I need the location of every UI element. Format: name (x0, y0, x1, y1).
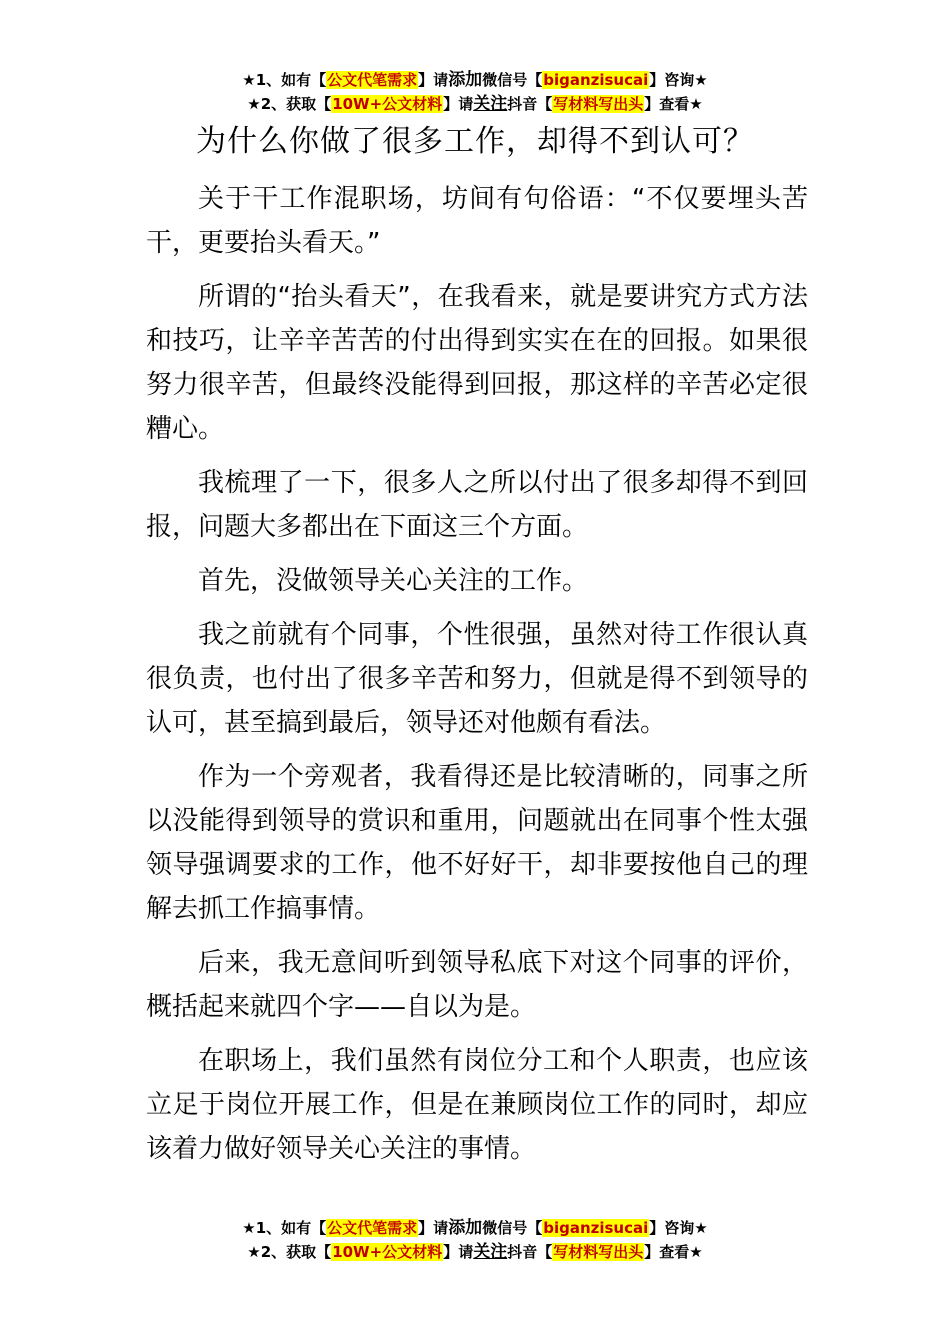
wechat-id-highlight: biganzisucai (543, 1219, 649, 1237)
paragraph: 作为一个旁观者，我看得还是比较清晰的，同事之所以没能得到领导的赏识和重用，问题就出在同事个性太强领导强调要求的工作，他不好好干，却非要按他自己的理解去抓工作搞事情。 (146, 762, 808, 924)
paragraph: 我梳理了一下，很多人之所以付出了很多却得不到回报，问题大多都出在下面这三个方面。 (146, 468, 808, 542)
paragraph: 所谓的“抬头看天”，在我看来，就是要讲究方式方法和技巧，让辛辛苦苦的付出得到实实在在的回报。如果很努力很辛苦，但最终没能得到回报，那这样的辛苦必定很糟心。 (146, 282, 808, 444)
highlight-text: 10W+公文材料 (332, 95, 443, 113)
highlight-text: 公文代笔需求 (327, 1219, 418, 1237)
banner-text: 抖音【 (507, 95, 553, 113)
paragraph: 我之前就有个同事，个性很强，虽然对待工作很认真很负责，也付出了很多辛苦和努力，但就是得不到领导的认可，甚至搞到最后，领导还对他颇有看法。 (146, 620, 808, 738)
footer-banner (0, 1216, 950, 1264)
paragraph: 后来，我无意间听到领导私底下对这个同事的评价，概括起来就四个字——自以为是。 (146, 948, 808, 1022)
banner-text: 】请 (418, 71, 449, 89)
banner-line-1 (0, 68, 950, 92)
banner-emphasis: 添加 (448, 70, 483, 90)
banner-text: 2、获取【 (260, 1243, 332, 1261)
banner-text: 1、如有【 (255, 1219, 327, 1237)
paragraph: 首先，没做领导关心关注的工作。 (198, 566, 589, 596)
star-icon: ★ (247, 95, 261, 113)
banner-line-2 (0, 1240, 950, 1264)
douyin-highlight: 写材料写出头 (553, 95, 644, 113)
banner-text: 】咨询 (649, 71, 695, 89)
banner-text: 2、获取【 (260, 95, 332, 113)
banner-text: 】请 (443, 1243, 474, 1261)
star-icon: ★ (247, 1243, 261, 1261)
banner-line-2 (0, 92, 950, 116)
article-body (146, 177, 808, 1181)
star-icon: ★ (694, 1219, 708, 1237)
paragraph: 关于干工作混职场，坊间有句俗语：“不仅要埋头苦干，更要抬头看天。” (146, 184, 808, 258)
banner-line-1 (0, 1216, 950, 1240)
banner-text: 抖音【 (507, 1243, 553, 1261)
star-icon: ★ (689, 95, 703, 113)
banner-text: 】请 (418, 1219, 449, 1237)
banner-text: 1、如有【 (255, 71, 327, 89)
banner-text: 】查看 (644, 95, 690, 113)
banner-text: 】查看 (644, 1243, 690, 1261)
douyin-highlight: 写材料写出头 (553, 1243, 644, 1261)
wechat-id-highlight: biganzisucai (543, 71, 649, 89)
star-icon: ★ (689, 1243, 703, 1261)
banner-emphasis: 关注 (473, 94, 508, 114)
star-icon: ★ (694, 71, 708, 89)
banner-emphasis: 添加 (448, 1218, 483, 1238)
header-banner (0, 68, 950, 116)
star-icon: ★ (242, 1219, 256, 1237)
paragraph: 在职场上，我们虽然有岗位分工和个人职责，也应该立足于岗位开展工作，但是在兼顾岗位工作的同时，却应该着力做好领导关心关注的事情。 (146, 1046, 808, 1164)
banner-emphasis: 关注 (473, 1242, 508, 1262)
banner-text: 微信号【 (482, 71, 543, 89)
banner-text: 】咨询 (649, 1219, 695, 1237)
banner-text: 微信号【 (482, 1219, 543, 1237)
page-title: 为什么你做了很多工作，却得不到认可？ (196, 124, 754, 159)
star-icon: ★ (242, 71, 256, 89)
banner-text: 】请 (443, 95, 474, 113)
highlight-text: 公文代笔需求 (327, 71, 418, 89)
highlight-text: 10W+公文材料 (332, 1243, 443, 1261)
